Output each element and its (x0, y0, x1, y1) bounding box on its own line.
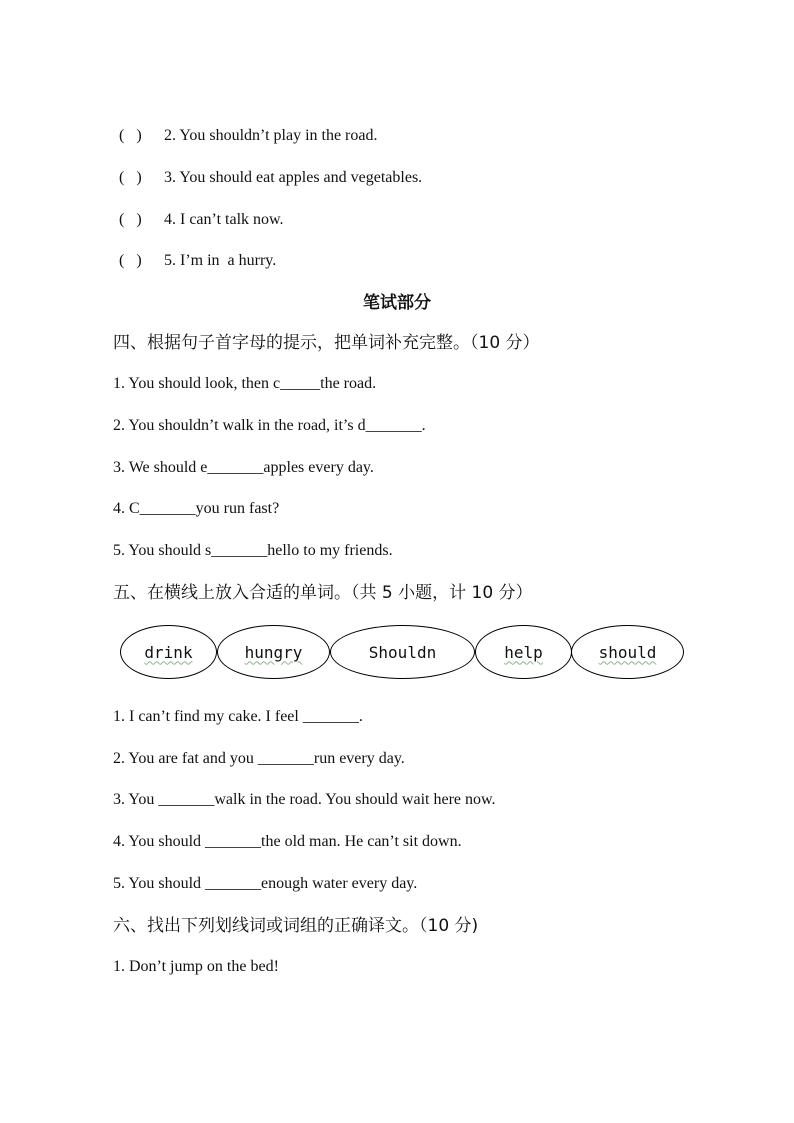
section6-heading: 六、找出下列划线词或词组的正确译文。（10 分) (113, 916, 479, 936)
word-bank-oval-hungry (217, 625, 330, 679)
section5-item-4: 4. You should _______the old man. He can’t sit down. (113, 833, 462, 850)
section6-item-1: 1. Don’t jump on the bed! (113, 958, 279, 975)
written-part-title: 笔试部分 (363, 293, 431, 313)
word-bank-oval-help (475, 625, 572, 679)
word-bank-word: hungry (244, 642, 303, 662)
section4-heading: 四、根据句子首字母的提示，把单词补充完整。（10 分） (113, 333, 540, 353)
section4-item-3: 3. We should e_______apples every day. (113, 459, 374, 476)
listening-item-2 (113, 126, 377, 146)
word-bank-word: Shouldn (368, 642, 437, 662)
listening-item-4 (113, 210, 284, 230)
section5-item-1: 1. I can’t find my cake. I feel _______. (113, 708, 363, 725)
word-bank-word: help (504, 642, 543, 662)
answer-bracket[interactable]: ( ) (119, 252, 142, 269)
answer-bracket[interactable]: ( ) (119, 211, 142, 228)
item-text: 3. You should eat apples and vegetables. (164, 169, 423, 186)
word-bank-oval-should (571, 625, 684, 679)
answer-bracket[interactable]: ( ) (119, 169, 142, 186)
word-bank (120, 625, 684, 683)
word-bank-oval-drink (120, 625, 217, 679)
section5-item-3: 3. You _______walk in the road. You should wait here now. (113, 791, 496, 808)
item-text: 5. I’m in a hurry. (164, 252, 277, 269)
word-bank-word: drink (144, 642, 193, 662)
section4-item-4: 4. C_______you run fast? (113, 500, 280, 517)
word-bank-word: should (598, 642, 657, 662)
answer-bracket[interactable]: ( ) (119, 127, 142, 144)
listening-item-3 (113, 168, 422, 188)
listening-item-5 (113, 251, 276, 271)
item-text: 4. I can’t talk now. (164, 211, 284, 228)
section4-item-2: 2. You shouldn’t walk in the road, it’s d_______. (113, 417, 426, 434)
section4-item-1: 1. You should look, then c_____the road. (113, 375, 377, 392)
section5-item-2: 2. You are fat and you _______run every day. (113, 750, 405, 767)
item-text: 2. You shouldn’t play in the road. (164, 127, 378, 144)
word-bank-oval-shouldn (330, 625, 475, 679)
section5-item-5: 5. You should _______enough water every day. (113, 875, 418, 892)
section4-item-5: 5. You should s_______hello to my friends. (113, 542, 393, 559)
section5-heading: 五、在横线上放入合适的单词。（共 5 小题，计 10 分） (113, 583, 533, 603)
